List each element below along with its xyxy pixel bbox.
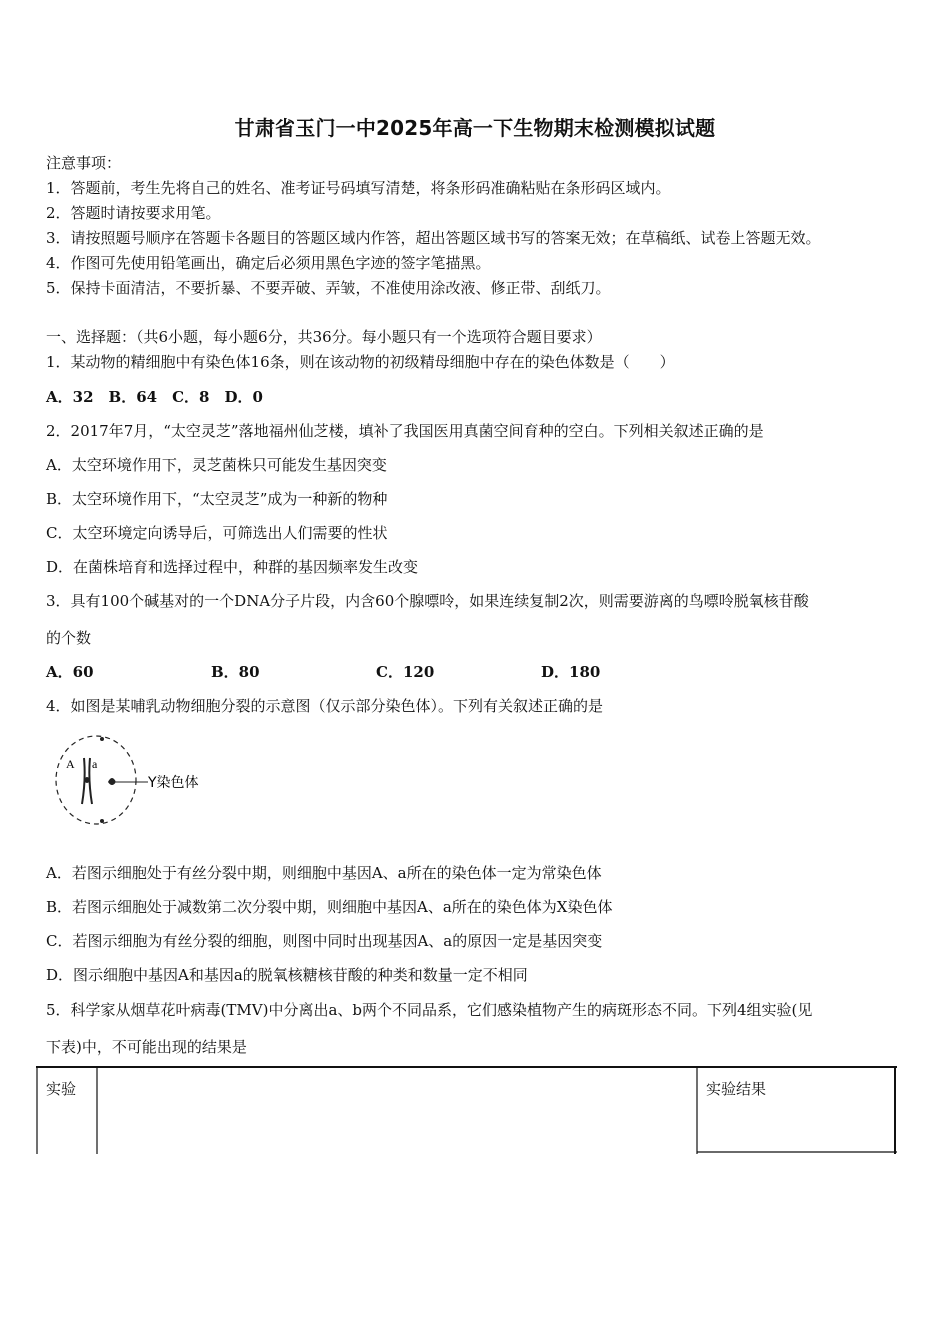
question-3-stem-continued: 的个数	[46, 629, 92, 647]
notice-heading: 注意事项：	[46, 154, 122, 172]
question-4-option-c: C．若图示细胞为有丝分裂的细胞，则图中同时出现基因A、a的原因一定是基因突变	[46, 932, 603, 950]
centromere	[85, 777, 90, 783]
question-2-stem: 2．2017年7月，“太空灵芝”落地福州仙芝楼，填补了我国医用真菌空间育种的空白。下列相关叙述正确的是	[46, 422, 764, 440]
question-2-option-d: D．在菌株培育和选择过程中，种群的基因频率发生改变	[46, 558, 419, 576]
table-header-experiment: 实验	[46, 1080, 77, 1098]
y-chromosome-label: Y染色体	[148, 775, 199, 791]
question-4-option-a: A．若图示细胞处于有丝分裂中期，则细胞中基因A、a所在的染色体一定为常染色体	[46, 864, 602, 882]
question-1-stem: 1．某动物的精细胞中有染色体16条，则在该动物的初级精母细胞中存在的染色体数是（ ）	[46, 353, 675, 371]
notice-item: 1．答题前，考生先将自己的姓名、准考证号码填写清楚，将条形码准确粘贴在条形码区域内。	[46, 179, 671, 197]
question-4-option-d: D．图示细胞中基因A和基因a的脱氧核糖核苷酸的种类和数量一定不相同	[46, 966, 528, 984]
centrosome-bottom	[100, 819, 104, 823]
notice-item: 2．答题时请按要求用笔。	[46, 204, 221, 222]
notice-item: 4．作图可先使用铅笔画出，确定后必须用黑色字迹的签字笔描黑。	[46, 254, 491, 272]
notice-item: 3．请按照题号顺序在答题卡各题目的答题区域内作答，超出答题区域书写的答案无效；在草稿纸、试卷上答题无效。	[46, 229, 821, 247]
page-title: 甘肃省玉门一中2025年高一下生物期末检测模拟试题	[234, 116, 716, 140]
question-2-option-c: C．太空环境定向诱导后，可筛选出人们需要的性状	[46, 524, 388, 542]
question-4-option-b: B．若图示细胞处于减数第二次分裂中期，则细胞中基因A、a所在的染色体为X染色体	[46, 898, 613, 916]
gene-a-upper-label: A	[66, 757, 75, 771]
question-5-stem: 5．科学家从烟草花叶病毒(TMV)中分离出a、b两个不同品系，它们感染植物产生的病斑形态不同。下列4组实验(见	[46, 1001, 813, 1019]
experiment-table	[36, 1066, 897, 1154]
section-heading: 一、选择题：（共6小题，每小题6分，共36分。每小题只有一个选项符合题目要求）	[46, 328, 602, 346]
table-header-result: 实验结果	[706, 1080, 767, 1098]
question-5-stem-continued: 下表)中，不可能出现的结果是	[46, 1038, 247, 1056]
notice-item: 5．保持卡面清洁，不要折暴、不要弄破、弄皱，不准使用涂改液、修正带、刮纸刀。	[46, 279, 611, 297]
question-4-stem: 4．如图是某哺乳动物细胞分裂的示意图（仅示部分染色体）。下列有关叙述正确的是	[46, 697, 604, 715]
centrosome-top	[100, 737, 104, 741]
gene-a-lower-label: a	[92, 757, 98, 771]
cell-membrane	[56, 736, 136, 824]
question-2-option-b: B．太空环境作用下，“太空灵芝”成为一种新的物种	[46, 490, 388, 508]
question-3-option-b: B．80	[211, 663, 260, 681]
question-3-option-d: D．180	[541, 663, 601, 681]
cell-division-figure	[52, 730, 232, 830]
question-1-options: A．32 B．64 C．8 D．0	[46, 388, 263, 406]
question-2-option-a: A．太空环境作用下，灵芝菌株只可能发生基因突变	[46, 456, 387, 474]
y-chromosome	[108, 778, 116, 785]
table-borders	[36, 1066, 897, 1154]
question-3-stem: 3．具有100个碱基对的一个DNA分子片段，内含60个腺嘌呤，如果连续复制2次，则需要游离的鸟嘌呤脱氧核苷酸	[46, 592, 809, 610]
question-3-option-a: A．60	[46, 663, 94, 681]
question-3-option-c: C．120	[376, 663, 435, 681]
